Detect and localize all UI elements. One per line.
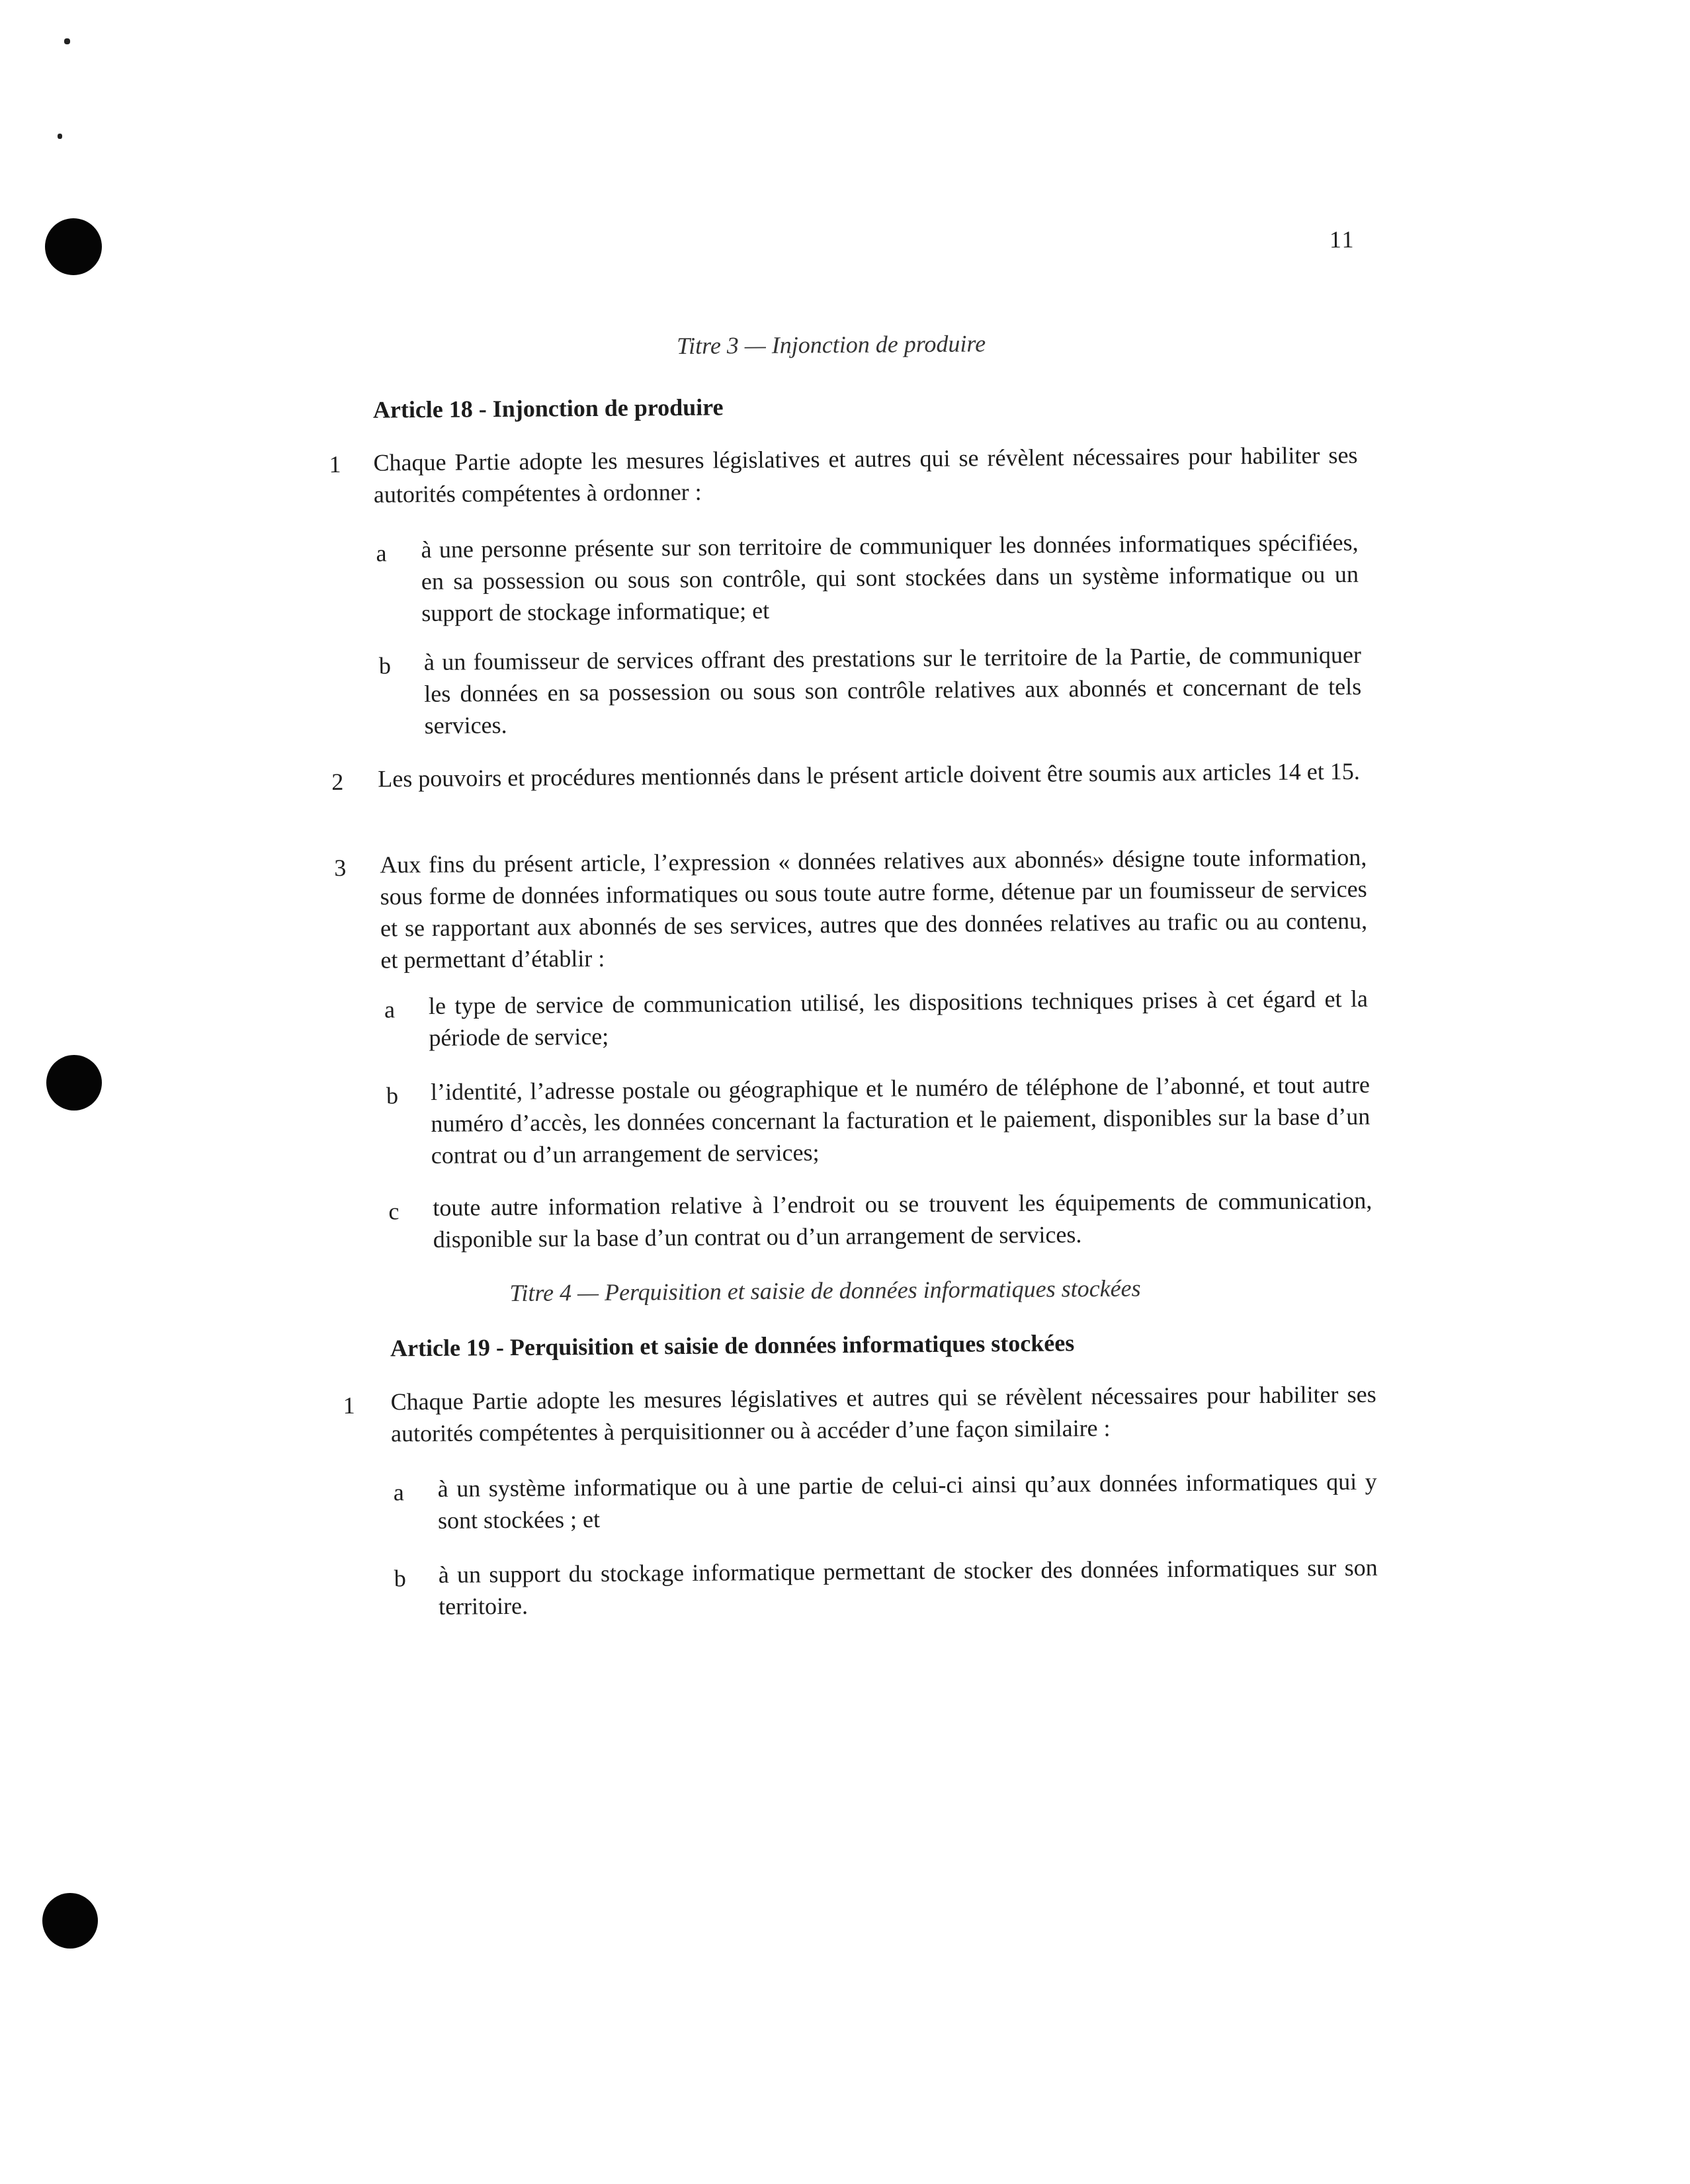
item-letter: b bbox=[386, 1082, 399, 1109]
item-text: à un support du stockage informatique permettant de stocker des données informatiques sur son territoire. bbox=[438, 1554, 1378, 1620]
item-text: à un foumisseur de services offrant des prestations sur le territoire de la Partie, de communiquer les données en sa possession ou sous son contrôle relatives aux abonnés et concernant de tels services. bbox=[423, 641, 1362, 739]
article-title: Article 18 - Injonction de produire bbox=[372, 394, 724, 423]
item-letter: b bbox=[394, 1565, 406, 1592]
item-letter: a bbox=[393, 1479, 404, 1506]
item-text: à une personne présente sur son territoire de communiquer les données informatiques spécifiées, en sa possession ou sous son contrôle, qui sont stockées dans un système informatique ou un support de stockage informatique; et bbox=[421, 528, 1359, 627]
item-letter: a bbox=[376, 540, 387, 567]
paragraph-number: 1 bbox=[343, 1392, 355, 1419]
item-letter: b bbox=[378, 652, 392, 679]
paragraph-text: Chaque Partie adopte les mesures législatives et autres qui se révèlent nécessaires pour habiliter ses autorités compétentes à perquisitionner ou à accéder d’une façon similaire : bbox=[390, 1380, 1376, 1447]
paragraph-number: 3 bbox=[334, 854, 347, 882]
page-number: 11 bbox=[1329, 226, 1355, 253]
item-text: le type de service de communication utilisé, les dispositions techniques prises à cet égard et la période de service; bbox=[428, 985, 1369, 1051]
item-text: toute autre information relative à l’endroit ou se trouvent les équipements de communication, disponible sur la base d’un contrat ou d’un arrangement de services. bbox=[433, 1187, 1373, 1253]
section-heading: Titre 4 — Perquisition et saisie de données informatiques stockées bbox=[509, 1275, 1141, 1307]
paragraph-text: Aux fins du présent article, l’expression « données relatives aux abonnés» désigne toute information, sous forme de données informatiques ou sous toute autre forme, détenue par un foumisseur de services et se rapportant aux abonnés de ses services, autres que des données relatives au trafic ou au contenu, et permettant d’établir : bbox=[380, 843, 1368, 974]
item-text: l’identité, l’adresse postale ou géographique et le numéro de téléphone de l’abonné, et tout autre numéro d’accès, les données concernant la facturation et le paiement, disponibles sur la base d’un contrat ou d’un arrangement de services; bbox=[430, 1071, 1371, 1169]
paragraph-text: Chaque Partie adopte les mesures législatives et autres qui se révèlent nécessaires pour habiliter ses autorités compétentes à ordonner : bbox=[373, 441, 1358, 508]
section-heading: Titre 3 — Injonction de produire bbox=[676, 330, 986, 359]
article-title: Article 19 - Perquisition et saisie de données informatiques stockées bbox=[390, 1329, 1075, 1362]
item-text: à un système informatique ou à une partie de celui-ci ainsi qu’aux données informatiques qui y sont stockées ; et bbox=[437, 1468, 1377, 1534]
paragraph-number: 1 bbox=[329, 450, 341, 478]
item-letter: c bbox=[388, 1198, 400, 1225]
paragraph-number: 2 bbox=[331, 768, 344, 796]
item-letter: a bbox=[384, 996, 396, 1023]
paragraph-text: Les pouvoirs et procédures mentionnés dans le présent article doivent être soumis aux articles 14 et 15. bbox=[378, 757, 1360, 792]
